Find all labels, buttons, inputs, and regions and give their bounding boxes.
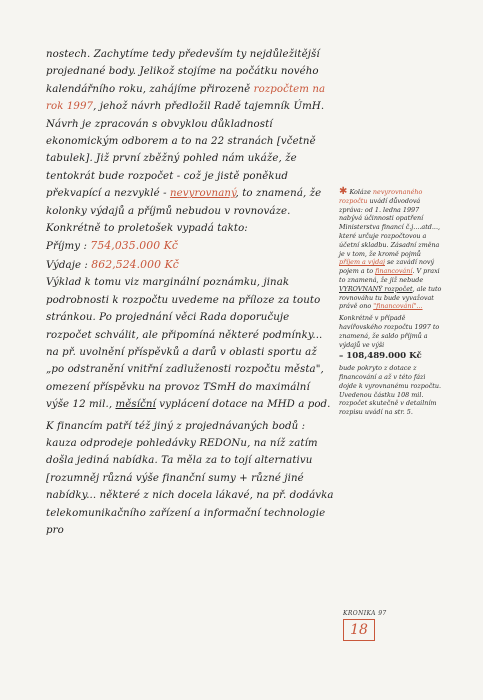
page-number: 18 (343, 619, 375, 641)
text: Výklad k tomu viz marginální poznámku, jinak podrobnosti k rozpočtu uvedeme na příloze za touto stránkou. Po projednání věci Rada doporučuje rozpočet schválit, ale připomíná některé podmínky... na př. uvolnění příspěvků a darů v oblasti sportu až „po odstranění vnitřní zadluženosti rozpočtu města", omezení příspěvku na provoz TSmH do maximální výše 12 mil., (46, 277, 324, 411)
paragraph-finance: K financím patří též jiný z projednávaných bodů : kauza odprodeje pohledávky REDONu, na níž zatím došla jediná nabídka. Ta měla za to tojí alternativu [rozumněj různá výše finanční sumy + různé jiné nabídky... některé z nich docela lákavé, na př. dodávka telekomunikačního zařízení a informační technologie pro (46, 420, 334, 536)
text: nostech. Zachytíme tedy především ty nejdůležitější projednané body. Jelikož stojíme na počátku nového kalendářního roku, zahájíme přirozeně (46, 49, 320, 95)
monthly-underlined: měsíční (115, 399, 156, 411)
margin-note (339, 188, 442, 420)
income-expense-term: příjem a výdaj (339, 258, 385, 267)
financing-quote: "financování"... (373, 302, 423, 311)
paragraph-council (46, 274, 336, 413)
expense-value: 862,524.000 Kč (91, 257, 179, 271)
income-label: Příjmy : (46, 241, 88, 253)
margin-note-intro: ✱ Koláze nevyrovnaného rozpočtu uvádí důvodová zpráva: od 1. ledna 1997 nabývá účinnosti opatření Ministerstva financí č.j....atd..., které určuje rozpočtovou a účetní skladbu. Zásadní změna je v tom, že kromě pojmů příjem a výdaj se zavádí nový pojem a to financování. V praxi to znamená, že již nebude VYROVNANÝ rozpočet, ale tuto rovnováhu tu bude vyvažovat právě ono "financování"... (339, 186, 442, 311)
main-text-column (46, 46, 336, 539)
expense-line (46, 256, 336, 274)
margin-note-closing: bude pokryto z dotace z financování a až v této fázi dojde k vyrovnanému rozpočtu. Uvedenou částku 108 mil. rozpočet skutečně v detailním rozpisu uvádí na str. 5. (339, 364, 441, 417)
text: , to znamená, že kolonky výdajů a příjmů nebudou v rovnováze. Konkrétně to proletošek vypadá takto: (46, 188, 322, 235)
deficit-amount: – 108,489.000 Kč (339, 351, 422, 362)
balanced-budget-term: VYROVNANÝ rozpočet (339, 284, 413, 293)
margin-note-concrete: Konkrétně v případě havířovského rozpočtu 1997 to znamená, že saldo příjmů a výdajů ve výši (339, 314, 440, 349)
income-value: 754,035.000 Kč (90, 239, 179, 253)
asterisk-icon: ✱ (339, 186, 348, 197)
paragraph-budget (46, 46, 336, 237)
chronicle-label: KRONIKA 97 (343, 610, 387, 617)
financing-term: financování (375, 267, 413, 276)
budget-highlight: rozpočtem na rok 1997 (46, 83, 326, 113)
unbalanced-highlight: nevyrovnaný (169, 188, 236, 200)
unbalanced-budget-term: nevyrovnaného rozpočtu (339, 188, 423, 205)
income-line (46, 237, 336, 255)
text: , jehož návrh předložil Radě tajemník ÚmH. Návrh je zpracován s obvyklou důkladností ekonomickým odborem a to na 22 stranách [včetně tabulek]. Již první zběžný pohled nám ukáže, že tentokrát bude rozpočet - což je jistě poněkud překvapící a nezvyklé - (46, 101, 325, 200)
text: vyplácení dotace na MHD a pod. (155, 399, 331, 411)
expense-label: Výdaje : (46, 259, 88, 271)
